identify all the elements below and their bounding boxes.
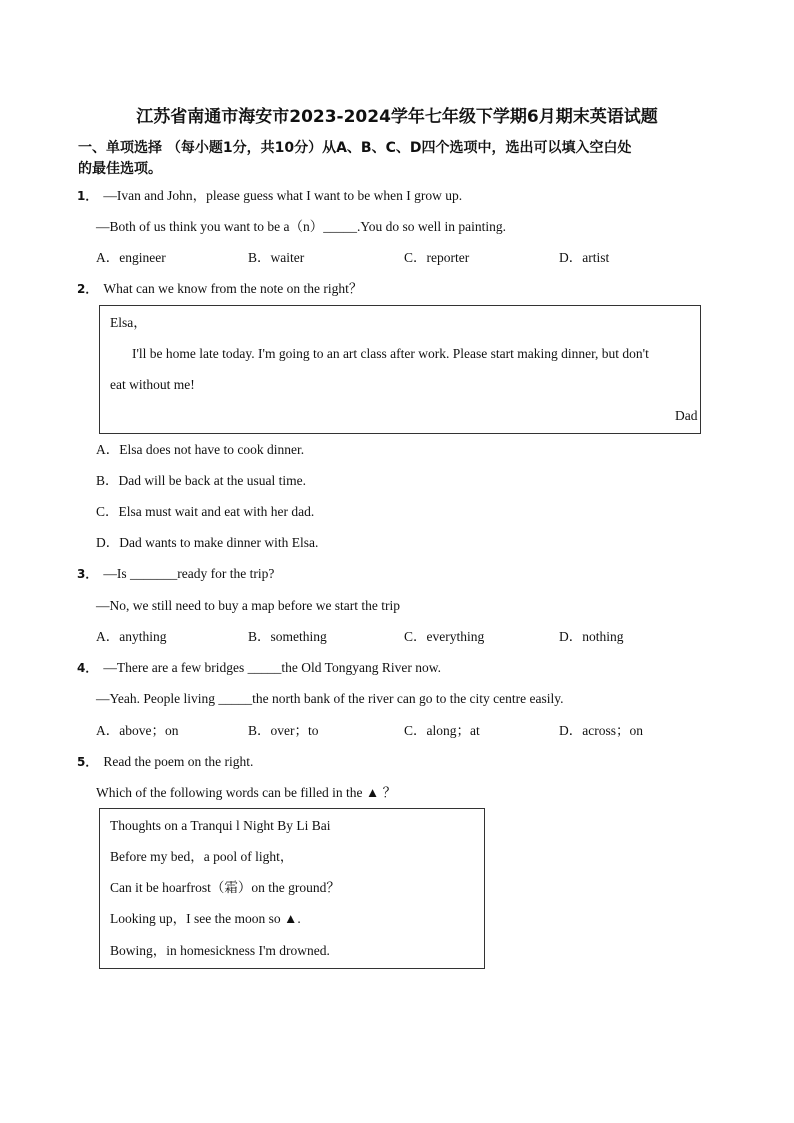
question-text: —No, we still need to buy a map before we start the trip — [96, 598, 401, 613]
option-a: A．above；on — [96, 723, 179, 738]
option-a: A．anything — [96, 629, 167, 644]
option-b: B．something — [248, 629, 327, 644]
poem-line: Looking up，I see the moon so ▲. — [110, 911, 301, 926]
poem-line: Bowing，in homesickness I'm drowned. — [110, 943, 330, 958]
note-greeting: Elsa， — [110, 315, 147, 330]
question-text: —Yeah. People living _____the north bank of the river can go to the city centre easily. — [96, 691, 564, 706]
option-a: A．Elsa does not have to cook dinner. — [96, 442, 305, 457]
question-text: What can we know from the note on the right？ — [103, 281, 363, 296]
option-b: B．Dad will be back at the usual time. — [96, 473, 306, 488]
poem-line: Can it be hoarfrost（霜）on the ground？ — [110, 880, 340, 895]
question-text: —There are a few bridges _____the Old Tongyang River now. — [103, 660, 441, 675]
question-number: 3． — [77, 567, 98, 581]
question-text: —Both of us think you want to be a（n）_____.You do so well in painting. — [96, 219, 506, 234]
question-text: —Is _______ready for the trip? — [103, 566, 275, 581]
section-heading-cont: 的最佳选项。 — [78, 161, 162, 177]
option-d: D．across；on — [559, 723, 643, 738]
question-text: Which of the following words can be filled in the ▲ ？ — [96, 785, 397, 800]
question-number: 4． — [77, 661, 98, 675]
question-number: 5． — [77, 755, 98, 769]
question-text: —Ivan and John，please guess what I want to be when I grow up. — [103, 188, 463, 203]
question-number: 1． — [77, 189, 98, 203]
option-b: B．waiter — [248, 250, 305, 265]
section-heading: 一、单项选择 （每小题1分，共10分）从A、B、C、D四个选项中，选出可以填入空白处 — [78, 140, 632, 156]
question-3 — [77, 565, 274, 583]
poem-line: Before my bed，a pool of light， — [110, 849, 294, 864]
note-signature: Dad — [675, 408, 698, 423]
question-4 — [77, 659, 441, 677]
note-box — [99, 305, 701, 434]
option-d: D．nothing — [559, 629, 624, 644]
poem-line: Thoughts on a Tranqui l Night By Li Bai — [110, 818, 331, 833]
note-body: I'll be home late today. I'm going to an art class after work. Please start making dinner, but don't — [132, 346, 649, 361]
option-c: C．everything — [404, 629, 485, 644]
option-c: C．along；at — [404, 723, 480, 738]
question-text: Read the poem on the right. — [103, 754, 254, 769]
option-c: C．reporter — [404, 250, 470, 265]
question-number: 2． — [77, 282, 98, 296]
page-title: 江苏省南通市海安市2023-2024学年七年级下学期6月期末英语试题 — [136, 107, 658, 127]
option-c: C．Elsa must wait and eat with her dad. — [96, 504, 315, 519]
option-a: A．engineer — [96, 250, 166, 265]
question-5 — [77, 753, 253, 771]
question-1 — [77, 187, 462, 205]
question-2 — [77, 280, 362, 298]
option-d: D．Dad wants to make dinner with Elsa. — [96, 535, 319, 550]
option-b: B．over；to — [248, 723, 319, 738]
note-body-cont: eat without me! — [110, 377, 195, 392]
option-d: D．artist — [559, 250, 610, 265]
